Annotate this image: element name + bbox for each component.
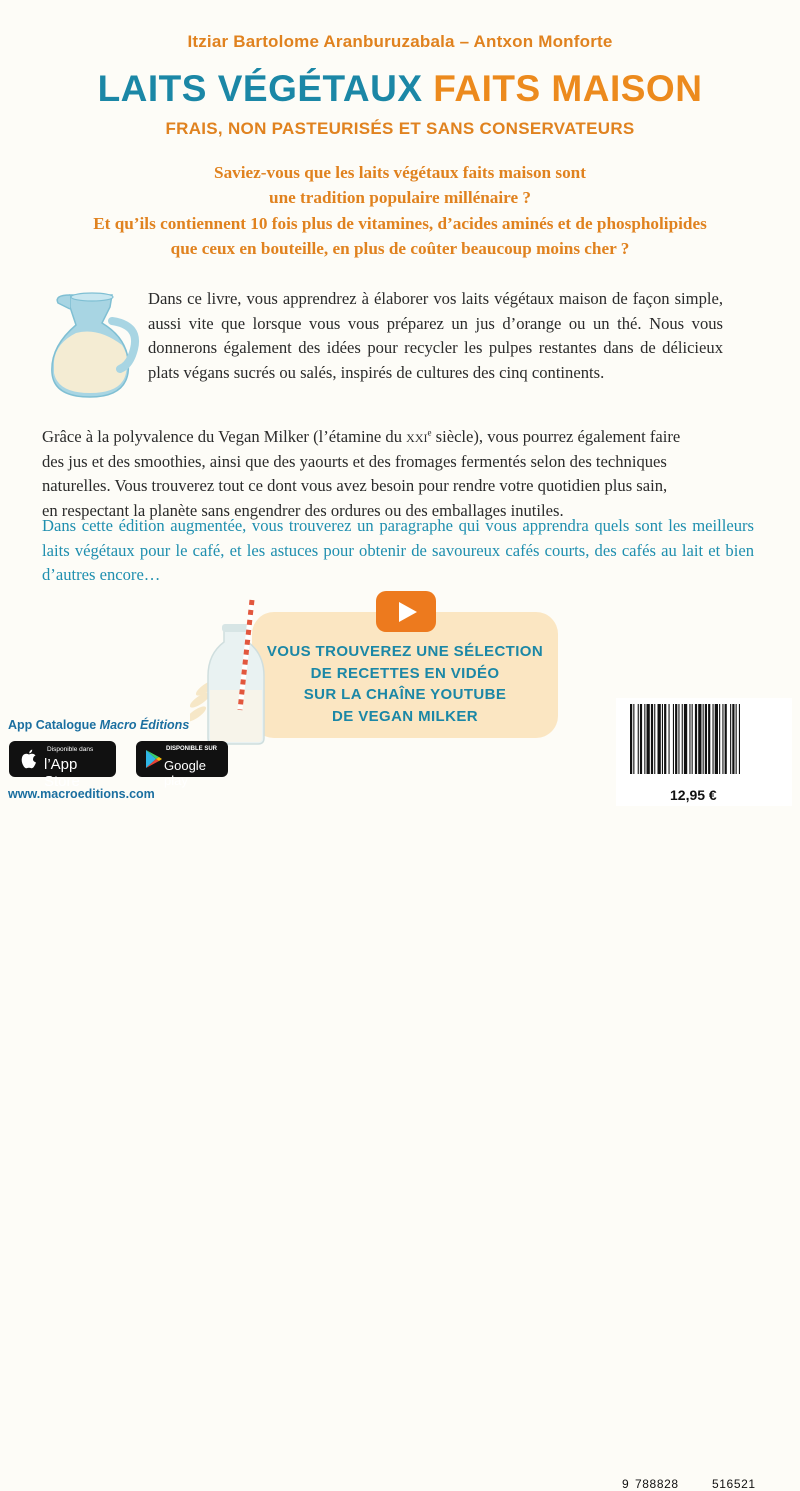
video-line-4: DE VEGAN MILKER	[331, 707, 478, 725]
paragraph2-line-1	[42, 425, 742, 450]
apple-icon	[20, 748, 38, 770]
video-line-1: VOUS TROUVEREZ UNE SÉLECTION	[266, 643, 544, 660]
google-play-small-text: DISPONIBLE SUR	[166, 746, 218, 752]
milk-pitcher-icon	[40, 285, 140, 405]
book-title-part1: LAITS VÉGÉTAUX	[97, 68, 423, 109]
google-play-icon	[145, 749, 163, 769]
video-line-3: SUR LA CHAÎNE YOUTUBE	[303, 686, 507, 703]
video-line-2: DE RECETTES EN VIDÉO	[310, 664, 500, 682]
video-callout-text	[252, 641, 558, 727]
website-link[interactable]: www.macroeditions.com	[8, 787, 155, 801]
century-numeral: xxi	[406, 427, 428, 446]
barcode-bars	[616, 698, 792, 780]
book-title	[0, 68, 800, 110]
intro-line-3: Et qu’ils contiennent 10 fois plus de vitamines, d’acides aminés et de phospholipides	[93, 214, 707, 233]
app-store-big-text: l’App Store	[44, 756, 80, 790]
intro-line-4: que ceux en bouteille, en plus de coûter beaucoup moins cher ?	[170, 239, 630, 258]
intro-line-2: une tradition populaire millénaire ?	[269, 188, 531, 207]
intro-line-1: Saviez-vous que les laits végétaux faits maison sont	[214, 163, 586, 182]
google-play-big-text: Google play	[164, 758, 206, 788]
paragraph2-line-2: des jus et des smoothies, ainsi que des yaourts et des fromages fermentés selon des techniques	[42, 451, 667, 471]
description-paragraph-1: Dans ce livre, vous apprendrez à élaborer vos laits végétaux maison de façon simple, aussi vite que lorsque vous vous préparez un jus d’orange ou un thé. Nous vous donnerons également des idées pour recycler les pulpes restantes dans de délicieux plats végans sucrés ou salés, inspirés de cultures des cinq continents.	[148, 289, 723, 382]
paragraph2-after-century: siècle), vous pourrez également faire	[431, 427, 681, 446]
price: 12,95 €	[670, 787, 717, 803]
app-catalogue-label	[8, 718, 189, 732]
app-store-small-text: Disponible dans	[47, 746, 94, 753]
book-subtitle: FRAIS, NON PASTEURISÉS ET SANS CONSERVATEURS	[165, 119, 635, 138]
google-play-badge[interactable]	[136, 741, 228, 788]
barcode-group-1: 788828	[635, 1477, 679, 1491]
century-superscript: e	[427, 427, 432, 438]
barcode-group-2: 516521	[712, 1477, 756, 1491]
app-catalogue-text: App Catalogue	[8, 718, 100, 732]
paragraph2-line-3: naturelles. Vous trouverez tout ce dont vous avez besoin pour rendre votre quotidien plus sain,	[42, 476, 668, 495]
app-catalogue-brand: Macro Éditions	[99, 718, 190, 732]
authors: Itziar Bartolome Aranburuzabala – Antxon Monforte	[187, 32, 613, 51]
intro-question-1	[0, 160, 800, 210]
description-paragraph-3: Dans cette édition augmentée, vous trouverez un paragraphe qui vous apprendra quels sont les meilleurs laits végétaux pour le café, et les astuces pour obtenir de savoureux cafés courts, des cafés au lait et bien d’autres encore…	[42, 516, 754, 584]
description-paragraph-2	[42, 425, 742, 523]
app-store-badge[interactable]	[9, 741, 116, 790]
youtube-play-icon[interactable]	[376, 591, 436, 632]
book-title-part2: FAITS MAISON	[433, 68, 703, 109]
paragraph2-line-4: en respectant la planète sans engendrer des ordures ou des emballages inutiles.	[42, 500, 564, 520]
paragraph2-before-century: Grâce à la polyvalence du Vegan Milker (l’étamine du	[42, 427, 407, 446]
intro-question-2	[0, 211, 800, 261]
barcode-first-digit: 9	[622, 1477, 630, 1491]
